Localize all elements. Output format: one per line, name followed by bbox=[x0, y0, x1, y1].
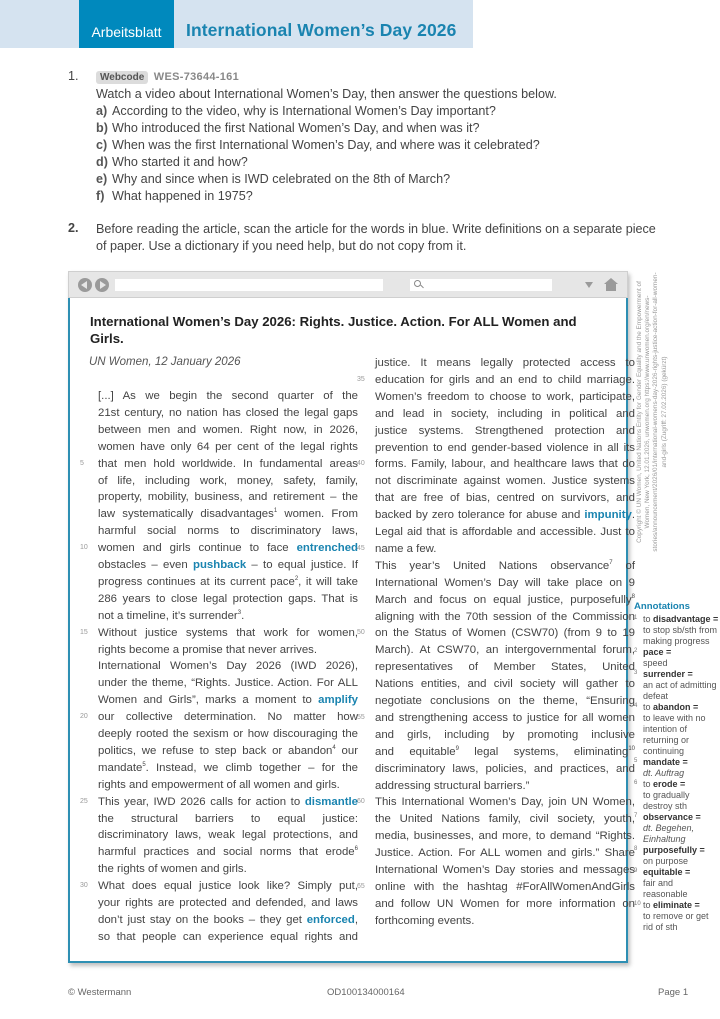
article-line: justice. It means legally protected access to bbox=[375, 357, 635, 369]
footer-page-number: Page 1 bbox=[658, 987, 689, 998]
annotation-term: disadvantage = bbox=[653, 614, 719, 624]
article-line: harmful practices and social norms that erode$^6$ bbox=[98, 846, 358, 859]
article-line: politics, we refuse to step back or abandon$^4$ our bbox=[98, 744, 358, 757]
article-line: obstacles – even pushback – to equal justice. If bbox=[98, 559, 359, 571]
article-line: and lead in society, including in political and bbox=[375, 407, 635, 420]
task-number: 2. bbox=[68, 221, 79, 235]
article-line: the rights of women and girls. bbox=[98, 863, 247, 876]
annotation-item bbox=[634, 812, 720, 845]
article-line: online with the hashtag #ForAllWomenAndGirls bbox=[375, 880, 635, 893]
annotation-definition: dt. Auftrag bbox=[643, 768, 685, 778]
browser-window bbox=[68, 271, 635, 963]
article-line: This year, IWD 2026 calls for action to dismantle bbox=[98, 795, 358, 808]
annotation-definition: on purpose bbox=[643, 856, 689, 866]
article-line: What does equal justice look like? Simply put, bbox=[98, 880, 358, 893]
article-line: law systematically disadvantages$^1$ women. From bbox=[98, 508, 358, 521]
task-2 bbox=[68, 221, 668, 261]
article-line: that men hold worldwide. In fundamental areas bbox=[98, 457, 358, 470]
article-line: that are free of bias, centred on survivors, and bbox=[375, 492, 635, 505]
article-line: forthcoming events. bbox=[375, 914, 475, 927]
annotation-item bbox=[634, 845, 720, 867]
forward-arrow-icon[interactable] bbox=[95, 278, 109, 292]
line-number: 60 bbox=[357, 798, 365, 806]
annotation-number: 2 bbox=[634, 648, 638, 654]
question-a: a) According to the video, why is International Women’s Day important? bbox=[96, 104, 496, 118]
article-line: don’t just stay on the books – they get enforced, bbox=[98, 913, 358, 926]
question-d: d) Who started it and how? bbox=[96, 155, 248, 169]
annotation-number: 9 bbox=[634, 868, 638, 874]
article-line: Legal aid that is affordable and accessible. Just to bbox=[375, 526, 635, 538]
keyword-highlight: entrenched bbox=[296, 542, 358, 555]
question-c: c) When was the first International Women’s Day, and where was it celebrated? bbox=[96, 138, 540, 152]
article-line: deeply rooted the sexism or how discouraging the bbox=[98, 728, 358, 740]
article-line: discriminatory laws, policies, and practices, and bbox=[375, 762, 635, 775]
line-number: 15 bbox=[80, 628, 88, 636]
article-line: the United Nations family, civil society, youth, bbox=[375, 813, 635, 826]
annotations-list bbox=[634, 614, 720, 933]
question-b: b) Who introduced the first National Women’s Day, and when was it? bbox=[96, 121, 480, 135]
webcode-row bbox=[96, 69, 239, 84]
article-line: 286 years to close legal protection gaps. That is bbox=[98, 592, 358, 605]
article-line: property, mobility, business, and retirement – the bbox=[98, 491, 358, 504]
line-number: 55 bbox=[357, 713, 365, 721]
annotation-item bbox=[634, 647, 720, 669]
article-line: [...] As we begin the second quarter of the bbox=[98, 390, 358, 402]
line-number: 50 bbox=[357, 629, 365, 637]
article-line: International Women’s Day 2026 (IWD 2026), bbox=[98, 660, 358, 673]
task-1 bbox=[68, 69, 668, 209]
annotation-number: 4 bbox=[634, 703, 638, 709]
line-number: 30 bbox=[80, 882, 88, 890]
line-number: 10 bbox=[80, 544, 88, 552]
article-line: forms. Family, labour, and healthcare laws that do bbox=[375, 458, 635, 471]
browser-toolbar bbox=[68, 271, 628, 298]
article-line: and equitable$^9$ legal systems, eliminating$^{10}$ bbox=[375, 745, 635, 758]
annotation-number: 7 bbox=[634, 813, 638, 819]
article-line: justice systems. Strengthened protection and bbox=[375, 424, 635, 437]
article-line: your rights are protected and defended, and laws bbox=[98, 897, 358, 909]
annotation-item: 1 to disadvantage = to stop sb/sth from making progress bbox=[634, 614, 719, 646]
article-line: progress continues at its current pace$^2$, it will take bbox=[98, 575, 358, 588]
annotation-term: abandon = bbox=[653, 702, 699, 712]
task-instruction: Before reading the article, scan the article for the words in blue. Write definitions on a separate piece of paper. Use a dictionary if you need help, but do not copy from it. bbox=[96, 222, 656, 253]
article-line: under the theme, “Rights. Justice. Action. For ALL bbox=[98, 677, 358, 690]
article-line: name a few. bbox=[375, 542, 437, 555]
back-arrow-icon[interactable] bbox=[78, 278, 92, 292]
annotation-term: observance = bbox=[643, 812, 701, 822]
article-line: media, businesses, and more, to demand “Rights. bbox=[375, 830, 635, 843]
article-line: between men and women. Right now, in 2026, bbox=[98, 423, 358, 436]
keyword-highlight: enforced bbox=[306, 913, 355, 926]
article-line: on the Status of Women (CSW70) (from 9 to 19 bbox=[375, 627, 635, 640]
question-f: f) What happened in 1975? bbox=[96, 189, 253, 203]
line-number: 35 bbox=[357, 375, 365, 383]
annotation-term: eliminate = bbox=[653, 900, 700, 910]
annotation-definition: dt. Begehen, Einhaltung bbox=[643, 823, 695, 844]
keyword-highlight: amplify bbox=[318, 694, 358, 707]
annotation-number: 10 bbox=[634, 901, 641, 907]
line-number: 5 bbox=[80, 459, 84, 467]
article-line: women and girls continue to face entrenched bbox=[98, 542, 358, 555]
line-number: 65 bbox=[357, 882, 365, 890]
article-line: discriminatory laws, weak legal protections, and bbox=[98, 829, 358, 842]
article-line: education for girls and an end to child marriage. bbox=[375, 373, 635, 386]
webcode-badge: Webcode bbox=[96, 71, 148, 84]
copyright-notice: Copyright © UN Women, United Nations Entity for Gender Equality and the Empowerment of Women, New York, 12.01.2026, unwomen.org https://www.unwomen.org/en/news-stories/announcement/2026/01/international-womens-day-2026-rights-justice-action-for-all-women-and-girls (Zugriff: 27.02.2026) (gekürzt) bbox=[636, 272, 668, 552]
annotation-number: 6 bbox=[634, 780, 638, 786]
home-icon[interactable] bbox=[604, 278, 618, 292]
webcode-value[interactable]: WES-73644-161 bbox=[153, 71, 240, 83]
article-line: not a timeline, it’s surrender$^3$. bbox=[98, 609, 245, 622]
article-line: and strengthening access to justice for all women bbox=[375, 711, 635, 724]
article-line: Women’s freedom to choose to work, participate, bbox=[375, 390, 635, 403]
annotation-number: 5 bbox=[634, 758, 638, 764]
annotation-definition: speed bbox=[643, 658, 668, 668]
article-line: women have only 64 per cent of the legal rights bbox=[98, 440, 358, 453]
article-line: representatives of Member States, United bbox=[375, 661, 635, 674]
annotation-term: pace = bbox=[643, 647, 672, 657]
line-number: 20 bbox=[80, 713, 88, 721]
worksheet-tag: Arbeitsblatt bbox=[79, 0, 174, 48]
annotation-term: purposefully = bbox=[643, 845, 705, 855]
annotation-number: 3 bbox=[634, 670, 638, 676]
annotation-definition: to stop sb/sth from making progress bbox=[643, 625, 718, 646]
line-number: 25 bbox=[80, 797, 88, 805]
article-line: harmful social norms to discriminatory laws, bbox=[98, 525, 358, 538]
keyword-highlight: dismantle bbox=[304, 795, 358, 808]
article-line: and girls, including by promoting inclusive bbox=[375, 728, 635, 741]
article-line: mandate$^5$. Instead, we climb together – for the bbox=[98, 761, 358, 774]
article-line: International Women’s Day stories and messages bbox=[375, 864, 635, 876]
question-e: e) Why and since when is IWD celebrated on the 8th of March? bbox=[96, 172, 451, 186]
article-line: Nations entities, and civil society will gather to bbox=[375, 678, 635, 691]
annotation-number: 8 bbox=[634, 846, 638, 852]
annotation-definition: to remove or get rid of sth bbox=[643, 911, 709, 932]
annotation-item bbox=[634, 757, 720, 779]
keyword-highlight: pushback bbox=[192, 559, 247, 571]
annotations-title: Annotations bbox=[634, 601, 690, 612]
search-icon bbox=[414, 280, 421, 287]
article-line: Without justice systems that work for women, bbox=[98, 626, 358, 639]
search-input[interactable] bbox=[410, 279, 552, 291]
footer-document-id: OD100134000164 bbox=[327, 987, 405, 998]
annotation-item: 4 to abandon = to leave with no intention of returning or continuing bbox=[634, 702, 706, 756]
article-line: of life, including work, money, safety, family, bbox=[98, 474, 358, 487]
dropdown-icon[interactable] bbox=[585, 282, 593, 288]
annotation-definition: to gradually destroy sth bbox=[643, 790, 690, 811]
annotations-panel bbox=[634, 601, 720, 933]
article-line: not discriminate against women. Justice systems bbox=[375, 475, 635, 488]
article-line: March). At CSW70, an intergovernmental forum, bbox=[375, 644, 635, 657]
annotation-definition: an act of admitting defeat bbox=[643, 680, 717, 701]
annotation-term: surrender = bbox=[643, 669, 693, 679]
task-instruction: Watch a video about International Women’s Day, then answer the questions below. bbox=[96, 87, 557, 101]
article-line: Women and Girls”, marks a moment to amplify bbox=[98, 694, 358, 707]
article-title: International Women’s Day 2026: Rights. Justice. Action. For ALL Women and Girls. bbox=[90, 314, 577, 346]
article-line: Justice. Action. For ALL women and girls.” Share bbox=[375, 847, 635, 860]
article-line: and follow UN Women for more information on bbox=[375, 897, 635, 910]
article-line: 21st century, no nation has closed the legal gaps bbox=[98, 406, 358, 419]
article-line: our collective determination. No matter how bbox=[98, 711, 358, 724]
line-number: 40 bbox=[357, 460, 365, 468]
article-line: aligning with the 70th session of the Commission bbox=[375, 610, 635, 623]
annotation-item bbox=[634, 867, 720, 900]
url-input[interactable] bbox=[115, 279, 383, 291]
article-line: the structural barriers to equal justice: bbox=[98, 812, 358, 825]
article-line: so that people can experience equal rights and bbox=[98, 930, 358, 943]
article-line: International Women’s Day will take place on 9 bbox=[375, 576, 635, 589]
task-number: 1. bbox=[68, 69, 79, 83]
annotation-term: erode = bbox=[653, 779, 686, 789]
article-line: negotiate conclusions on the theme, “Ensuring bbox=[375, 695, 635, 707]
article-line: rights and empowerment of all women and girls. bbox=[98, 778, 340, 791]
annotation-item: 6 to erode = to gradually destroy sth bbox=[634, 779, 690, 811]
article-line: rights become a promise that never arrives. bbox=[98, 643, 318, 656]
article-line: backed by zero tolerance for abuse and impunity. bbox=[375, 509, 635, 522]
article-line: This International Women’s Day, join UN Women, bbox=[375, 796, 635, 809]
article-line: addressing structural barriers.” bbox=[375, 779, 530, 792]
page-title: International Women’s Day 2026 bbox=[186, 20, 457, 40]
article-line: prevention to end gender-based violence in all its bbox=[375, 441, 635, 454]
article-byline: UN Women, 12 January 2026 bbox=[89, 356, 241, 368]
keyword-highlight: impunity bbox=[584, 509, 632, 522]
annotation-term: mandate = bbox=[643, 757, 688, 767]
line-number: 45 bbox=[357, 544, 365, 552]
annotation-number: 1 bbox=[634, 615, 638, 621]
article-line: March and focus on equal justice, purposefully$^8$ bbox=[375, 593, 635, 606]
annotation-item: 10 to eliminate = to remove or get rid of sth bbox=[634, 900, 709, 932]
annotation-item bbox=[634, 669, 720, 702]
footer-publisher: © Westermann bbox=[68, 987, 132, 998]
annotation-definition: fair and reasonable bbox=[643, 878, 688, 899]
article-line: This year’s United Nations observance$^7$ of bbox=[375, 559, 635, 572]
annotation-definition: to leave with no intention of returning or continuing bbox=[643, 713, 706, 756]
article-page bbox=[68, 298, 635, 963]
annotation-term: equitable = bbox=[643, 867, 691, 877]
